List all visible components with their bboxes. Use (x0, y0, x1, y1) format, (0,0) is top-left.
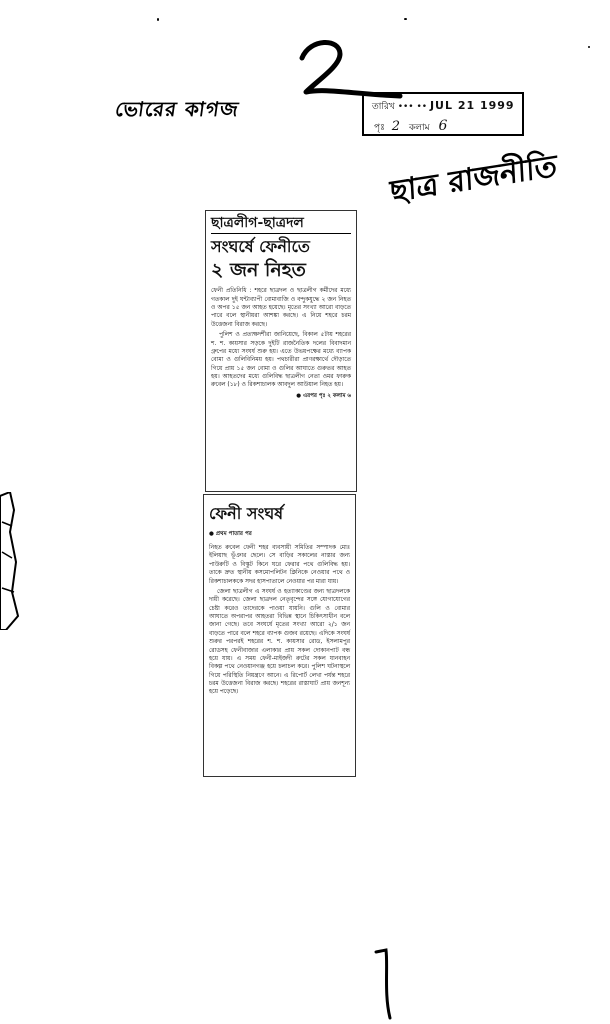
newspaper-name: ভোরের কাগজ (113, 97, 241, 121)
margin-note-handwriting: ছাত্র রাজনীতি (389, 148, 558, 211)
date-stamp (362, 92, 524, 136)
headline-line-2: সংঘর্ষে ফেনীতে (211, 237, 310, 257)
article-paragraph: ফেনী প্রতিনিধি : শহরে ছাত্রদল ও ছাত্রলীগ কর্মীদের মধ্যে গতকাল দুই ঘন্টাব্যাপী বোমাবাজি ও বন্দুকযুদ্ধে ২ জন নিহত ও অপর ১৫ জন আহত হয়েছে। মৃতের সংখ্যা আরো বাড়তে পারে বলে স্থানীয়রা আশঙ্কা করছে। এ নিয়ে শহরে চরম উত্তেজনা বিরাজ করছে। (211, 288, 351, 328)
article-body (211, 287, 351, 390)
page-column-row (374, 118, 447, 135)
continued-note: ● এরপর পৃঃ ২ কলাম ৬ (296, 392, 351, 399)
continuation-headline: ফেনী সংঘর্ষ (209, 504, 284, 523)
date-row (372, 99, 515, 114)
handwritten-number-7 (370, 946, 400, 1022)
date-label: তারিখ (372, 102, 395, 112)
article-paragraph: জেলা ছাত্রলীগ এ সংঘর্ষ ও হত্যাকাণ্ডের জন্য ছাত্রদলকে দায়ী করেছে। জেলা ছাত্রদল নেতৃবৃন্দের সঙ্গে যোগাযোগের চেষ্টা করেও তাদেরকে পাওয়া যায়নি। গুলি ও বোমার আঘাতে অপরাপর আহতরা বিভিন্ন স্থানে চিকিৎসাধীন বলে জানা গেছে। তবে সংঘর্ষে মৃতের সংখ্যা আরো ২/১ জন বাড়তে পারে বলে শহরে ব্যাপক গুজব রয়েছে। এদিকে সংঘর্ষ শুরুর পরপরই শহরের শ. শ. কায়সার রোড, ইসলামপুর রোডসহ ফেনীবাজার এলাকার প্রায় সকল দোকানপাট বন্ধ হয়ে যায়। এ সময় ফেনী-মাইজদী রুটের সকল যানবাহন বিকল্প পথে নেওয়ানগঞ্জ হয়ে চলাচল করে। পুলিশ ঘটনাস্থলে গিয়ে পরিস্থিতি নিয়ন্ত্রণে আনে। এ রিপোর্ট লেখা পর্যন্ত শহরে চরম উত্তেজনা বিরাজ করছে। শহরের রাস্তাঘাট প্রায় জনশূন্য হয়ে পড়েছে। (209, 588, 350, 696)
article-paragraph: নিহত রুবেল ফেনী শহর ব্যবসায়ী সমিতির সম্পাদক মোঃ ইলিয়াছ ভূঁঞার ছেলে। সে বাড়ির সকালের নাস্তার জন্য পাউরুটি ও বিস্কুট কিনে ঘরে ফেরার পথে গুলিবিদ্ধ হয়। তাকে দ্রুত স্থানীয় কসমোপলিটন ক্লিনিকে নেওয়ার পথে ও রিকশাচালককে সদর হাসপাতালে নেওয়ার পর মারা যায়। (209, 545, 350, 585)
binding-tab (0, 492, 22, 630)
headline-line-1: ছাত্রলীগ-ছাত্রদল (211, 215, 351, 234)
news-clipping-continuation (203, 494, 356, 777)
scan-speck (157, 18, 159, 21)
column-label: কলাম (408, 123, 430, 133)
page-value: 2 (391, 119, 401, 134)
date-dots: ••• •• (397, 102, 428, 112)
scan-speck (404, 18, 407, 20)
continuation-body (209, 544, 350, 697)
scan-speck (588, 46, 590, 48)
column-value: 6 (438, 118, 448, 134)
news-clipping-main (205, 210, 357, 492)
headline-line-3: ২ জন নিহত (211, 259, 306, 282)
article-paragraph: পুলিশ ও প্রত্যক্ষদর্শীরা জানিয়েছে, বিকাল ৫টায় শহরের শ. শ. কায়সার সড়কে দুইটি রাজনৈতিক দলের বিবাদমান গ্রুপের মধ্যে সংঘর্ষ শুরু হয়। এতে উভয়পক্ষের মধ্যে ব্যাপক বোমা ও গুলিবিনিময় হয়। পথচারীরা প্রাণরক্ষার্থে দৌড়াতে গিয়ে প্রায় ১৫ জন বোমা ও গুলির আঘাতে গুরুতর আহত হয়। আহতদের মধ্যে গুলিবিদ্ধ ছাত্রলীগ নেতা ওমর ফারুক রুবেল (১৮) ও রিকশাচালক আবদুল আউয়াল নিহত হয়। (211, 332, 351, 389)
continued-from-note: ● প্রথম পাতার পর (209, 531, 252, 537)
page-label: পৃঃ (374, 123, 385, 133)
date-value: JUL 21 1999 (429, 99, 515, 112)
